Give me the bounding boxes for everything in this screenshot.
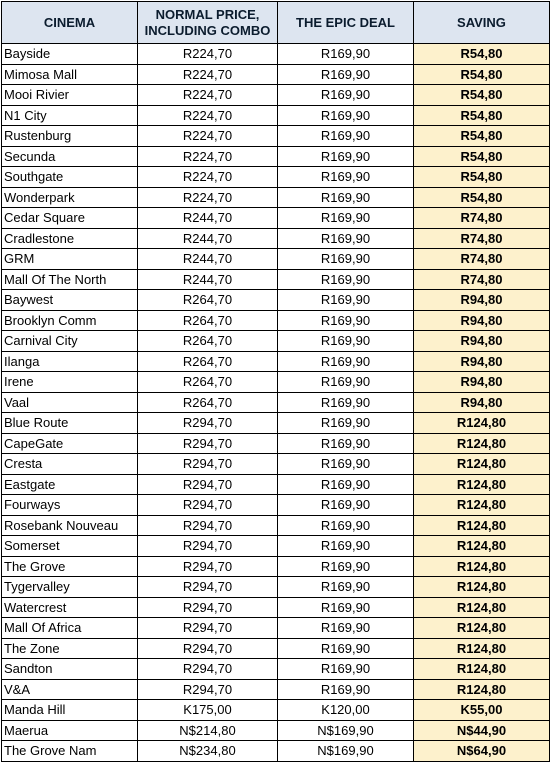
normal-price-cell: K175,00 (138, 700, 278, 721)
cinema-cell: Carnival City (2, 331, 138, 352)
normal-price-cell: R224,70 (138, 146, 278, 167)
header-cinema: CINEMA (2, 2, 138, 44)
cinema-cell: CapeGate (2, 433, 138, 454)
epic-deal-cell: R169,90 (278, 64, 414, 85)
cinema-cell: Rosebank Nouveau (2, 515, 138, 536)
table-row (2, 269, 550, 290)
cinema-cell: Mall Of Africa (2, 618, 138, 639)
cinema-cell: GRM (2, 249, 138, 270)
table-body (2, 44, 550, 762)
epic-deal-cell: R169,90 (278, 556, 414, 577)
cinema-cell: V&A (2, 679, 138, 700)
header-row (2, 2, 550, 44)
price-table (1, 1, 550, 762)
normal-price-cell: R224,70 (138, 187, 278, 208)
normal-price-cell: R224,70 (138, 85, 278, 106)
table-row (2, 597, 550, 618)
normal-price-cell: R264,70 (138, 331, 278, 352)
normal-price-cell: R294,70 (138, 433, 278, 454)
cinema-cell: Irene (2, 372, 138, 393)
cinema-cell: Cradlestone (2, 228, 138, 249)
epic-deal-cell: R169,90 (278, 290, 414, 311)
epic-deal-cell: R169,90 (278, 659, 414, 680)
epic-deal-cell: R169,90 (278, 85, 414, 106)
saving-cell: R124,80 (414, 556, 550, 577)
epic-deal-cell: K120,00 (278, 700, 414, 721)
epic-deal-cell: R169,90 (278, 44, 414, 65)
cinema-cell: The Grove (2, 556, 138, 577)
epic-deal-cell: R169,90 (278, 187, 414, 208)
cinema-cell: N1 City (2, 105, 138, 126)
table-row (2, 577, 550, 598)
epic-deal-cell: R169,90 (278, 413, 414, 434)
cinema-cell: Mall Of The North (2, 269, 138, 290)
cinema-cell: Cresta (2, 454, 138, 475)
cinema-cell: Secunda (2, 146, 138, 167)
cinema-cell: Watercrest (2, 597, 138, 618)
cinema-cell: Ilanga (2, 351, 138, 372)
epic-deal-cell: R169,90 (278, 351, 414, 372)
table-row (2, 372, 550, 393)
epic-deal-cell: R169,90 (278, 515, 414, 536)
table-row (2, 310, 550, 331)
cinema-cell: Eastgate (2, 474, 138, 495)
normal-price-cell: R224,70 (138, 105, 278, 126)
normal-price-cell: R264,70 (138, 290, 278, 311)
saving-cell: R94,80 (414, 372, 550, 393)
cinema-cell: Manda Hill (2, 700, 138, 721)
table-row (2, 536, 550, 557)
saving-cell: R54,80 (414, 146, 550, 167)
epic-deal-cell: R169,90 (278, 105, 414, 126)
table-row (2, 659, 550, 680)
cinema-cell: Mooi Rivier (2, 85, 138, 106)
normal-price-cell: R264,70 (138, 392, 278, 413)
table-row (2, 167, 550, 188)
cinema-cell: The Grove Nam (2, 741, 138, 762)
saving-cell: R54,80 (414, 105, 550, 126)
normal-price-cell: R294,70 (138, 577, 278, 598)
normal-price-cell: R224,70 (138, 44, 278, 65)
table-row (2, 85, 550, 106)
table-row (2, 638, 550, 659)
normal-price-cell: R264,70 (138, 351, 278, 372)
table-row (2, 495, 550, 516)
epic-deal-cell: R169,90 (278, 331, 414, 352)
header-epic-deal: THE EPIC DEAL (278, 2, 414, 44)
saving-cell: R124,80 (414, 413, 550, 434)
saving-cell: R124,80 (414, 597, 550, 618)
table-row (2, 392, 550, 413)
normal-price-cell: R244,70 (138, 228, 278, 249)
epic-deal-cell: R169,90 (278, 126, 414, 147)
normal-price-cell: R294,70 (138, 618, 278, 639)
table-row (2, 679, 550, 700)
table-row (2, 433, 550, 454)
epic-deal-cell: R169,90 (278, 495, 414, 516)
normal-price-cell: R294,70 (138, 597, 278, 618)
table-row (2, 187, 550, 208)
epic-deal-cell: R169,90 (278, 392, 414, 413)
cinema-cell: Vaal (2, 392, 138, 413)
saving-cell: R124,80 (414, 577, 550, 598)
header-normal-price (138, 2, 278, 44)
saving-cell: R124,80 (414, 474, 550, 495)
epic-deal-cell: R169,90 (278, 433, 414, 454)
normal-price-cell: R224,70 (138, 167, 278, 188)
table-row (2, 290, 550, 311)
epic-deal-cell: R169,90 (278, 208, 414, 229)
saving-cell: R54,80 (414, 64, 550, 85)
table-row (2, 105, 550, 126)
cinema-cell: Baywest (2, 290, 138, 311)
cinema-cell: Wonderpark (2, 187, 138, 208)
saving-cell: R74,80 (414, 228, 550, 249)
table-row (2, 720, 550, 741)
saving-cell: R74,80 (414, 208, 550, 229)
table-row (2, 700, 550, 721)
saving-cell: R94,80 (414, 351, 550, 372)
normal-price-cell: R294,70 (138, 556, 278, 577)
epic-deal-cell: R169,90 (278, 679, 414, 700)
normal-price-cell: R294,70 (138, 454, 278, 475)
table-row (2, 44, 550, 65)
saving-cell: R124,80 (414, 659, 550, 680)
header-saving: SAVING (414, 2, 550, 44)
normal-price-cell: R244,70 (138, 269, 278, 290)
saving-cell: R54,80 (414, 187, 550, 208)
table-row (2, 351, 550, 372)
saving-cell: R124,80 (414, 536, 550, 557)
normal-price-cell: R244,70 (138, 208, 278, 229)
saving-cell: R124,80 (414, 433, 550, 454)
epic-deal-cell: R169,90 (278, 167, 414, 188)
saving-cell: R74,80 (414, 249, 550, 270)
cinema-cell: Blue Route (2, 413, 138, 434)
normal-price-cell: N$214,80 (138, 720, 278, 741)
epic-deal-cell: N$169,90 (278, 720, 414, 741)
cinema-cell: Brooklyn Comm (2, 310, 138, 331)
epic-deal-cell: R169,90 (278, 310, 414, 331)
saving-cell: R124,80 (414, 495, 550, 516)
epic-deal-cell: N$169,90 (278, 741, 414, 762)
table-row (2, 146, 550, 167)
normal-price-cell: R294,70 (138, 515, 278, 536)
table-row (2, 208, 550, 229)
saving-cell: R94,80 (414, 310, 550, 331)
table-row (2, 249, 550, 270)
cinema-cell: The Zone (2, 638, 138, 659)
saving-cell: R124,80 (414, 515, 550, 536)
table-row (2, 515, 550, 536)
saving-cell: R74,80 (414, 269, 550, 290)
cinema-cell: Bayside (2, 44, 138, 65)
saving-cell: R54,80 (414, 126, 550, 147)
epic-deal-cell: R169,90 (278, 577, 414, 598)
saving-cell: R94,80 (414, 392, 550, 413)
normal-price-cell: R224,70 (138, 126, 278, 147)
header-normal-line1: NORMAL PRICE, (155, 6, 260, 22)
normal-price-cell: R294,70 (138, 495, 278, 516)
saving-cell: R54,80 (414, 167, 550, 188)
table-row (2, 474, 550, 495)
cinema-cell: Southgate (2, 167, 138, 188)
normal-price-cell: R264,70 (138, 372, 278, 393)
epic-deal-cell: R169,90 (278, 536, 414, 557)
epic-deal-cell: R169,90 (278, 454, 414, 475)
normal-price-cell: R244,70 (138, 249, 278, 270)
saving-cell: K55,00 (414, 700, 550, 721)
saving-cell: R124,80 (414, 454, 550, 475)
cinema-cell: Sandton (2, 659, 138, 680)
table-row (2, 228, 550, 249)
epic-deal-cell: R169,90 (278, 638, 414, 659)
cinema-cell: Cedar Square (2, 208, 138, 229)
normal-price-cell: R294,70 (138, 536, 278, 557)
saving-cell: R54,80 (414, 85, 550, 106)
cinema-cell: Maerua (2, 720, 138, 741)
saving-cell: R54,80 (414, 44, 550, 65)
cinema-cell: Mimosa Mall (2, 64, 138, 85)
table-row (2, 64, 550, 85)
saving-cell: R94,80 (414, 290, 550, 311)
epic-deal-cell: R169,90 (278, 269, 414, 290)
saving-cell: R124,80 (414, 638, 550, 659)
saving-cell: R124,80 (414, 618, 550, 639)
table-row (2, 556, 550, 577)
epic-deal-cell: R169,90 (278, 474, 414, 495)
normal-price-cell: R294,70 (138, 659, 278, 680)
normal-price-cell: R294,70 (138, 474, 278, 495)
cinema-cell: Rustenburg (2, 126, 138, 147)
normal-price-cell: R224,70 (138, 64, 278, 85)
table-row (2, 618, 550, 639)
table-row (2, 454, 550, 475)
normal-price-cell: R294,70 (138, 679, 278, 700)
cinema-cell: Tygervalley (2, 577, 138, 598)
epic-deal-cell: R169,90 (278, 249, 414, 270)
table-row (2, 331, 550, 352)
saving-cell: N$44,90 (414, 720, 550, 741)
saving-cell: R124,80 (414, 679, 550, 700)
table-row (2, 741, 550, 762)
table-row (2, 413, 550, 434)
epic-deal-cell: R169,90 (278, 618, 414, 639)
epic-deal-cell: R169,90 (278, 146, 414, 167)
cinema-cell: Fourways (2, 495, 138, 516)
saving-cell: R94,80 (414, 331, 550, 352)
normal-price-cell: N$234,80 (138, 741, 278, 762)
header-normal-line2: INCLUDING COMBO (144, 22, 271, 38)
normal-price-cell: R294,70 (138, 413, 278, 434)
normal-price-cell: R294,70 (138, 638, 278, 659)
cinema-cell: Somerset (2, 536, 138, 557)
normal-price-cell: R264,70 (138, 310, 278, 331)
epic-deal-cell: R169,90 (278, 597, 414, 618)
epic-deal-cell: R169,90 (278, 228, 414, 249)
epic-deal-cell: R169,90 (278, 372, 414, 393)
table-row (2, 126, 550, 147)
saving-cell: N$64,90 (414, 741, 550, 762)
